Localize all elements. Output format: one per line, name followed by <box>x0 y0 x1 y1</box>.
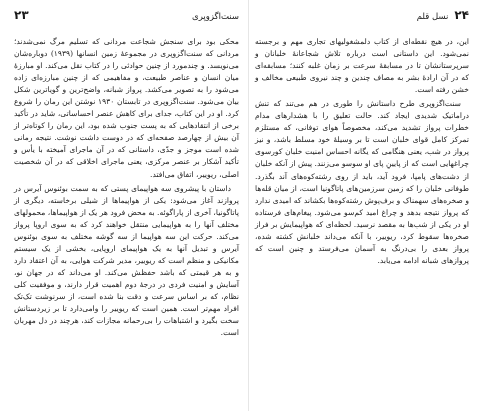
paragraph: سنت‌اگزوپری طرح داستانش را طوری در هم می‌تند که تنش دراماتیک شدیدی ایجاد کند. حالت تعلیق را با هشدارهای مدام خطرات پرواز تشدید می‌کند، مخصوصاً هوای توفانی، که مستلزم تمرکز کامل قوای خلبان است تا بر وسیلهٔ خود مسلط باشد، و نیز پرواز در شب، یعنی هنگامی که یگانه احساس امنیت خلبان کورسوی چراغهایی است که از پایینِ پای او سوسو می‌زنند. پیش از آنکه خلبان از دشت‌های پامپا، فرود آید، باید از روی رشته‌کوه‌های آند بگذرد. طوفانی خلبان را که زمین سرزمین‌های پاتاگونیا است، از میان قله‌ها و صخره‌های سهمناک و برف‌پوش رشته‌کوه‌ها بکشاند که امیدی ندارد که پرواز نتیجه بدهد و چراغ امید کم‌سو می‌شود. پیغام‌های فرستاده او در یکی از شب‌ها به مقصد نرسید. لحظه‌ای که هواپیمایش بر فراز صخره‌ها سقوط کرد، ریوییر، با آنکه می‌داند خلبانش کشته شده، پرواز بعدی را بی‌درنگ به آسمان می‌فرستد و چنین است که پروازهای شبانه ادامه می‌یابد. <box>255 99 469 265</box>
running-head-right <box>255 8 469 26</box>
header-group-right <box>417 8 469 22</box>
paragraph: این، در هیچ نقطه‌ای از کتاب دلمشغولیهای تجاری مهم و برجسته نمی‌شود. این داستانی است درباره تلاش شجاعانهٔ خلبانان و سرپرستانشان تا در مسابقهٔ سرعت بر زمان غلبه کنند؛ مسابقه‌ای که در آن ارادهٔ بشر به مصاف چندین و چند نیروی طبیعی مخالف و خشن رفته است. <box>255 37 469 95</box>
running-title-left: سنت‌اگزوپری <box>192 12 239 22</box>
page-number-left: ۲۳ <box>14 8 29 22</box>
right-page <box>249 0 481 411</box>
page-number-right: ۲۴ <box>454 8 469 22</box>
running-title-right: نسل قلم <box>416 12 449 22</box>
body-text-left <box>14 36 239 339</box>
paragraph: داستان با پیشروی سه هواپیمای پستی که به سمت بوئنوس آیرس در پروازند آغاز می‌شود: یکی از هواپیماها از شیلی برخاسته، دیگری از پاتاگونیا، آخری از پاراگوئه. به محض فرود هر یک از هواپیماها، محمولهای مختلف آنها را به هواپیمایی منتقل خواهند کرد که به سوی اروپا پرواز می‌کند. حرکت این سه هواپیما از سه گوشه مختلف به سوی بوئنوس آیرس و تبدیل آنها به یک هواپیمای اروپایی، بخشی از یک سیستم مکانیکی و منظم است که ریوییر، مدیر شرکت هوایی، به آن اعتقاد دارد و به هر قیمتی که باشد حفظش می‌کند. او می‌داند که در جهان نو، آسایش و امنیت فردی در درجهٔ دوم اهمیت قرار دارند، و موفقیت کلی نظام، که بر اساس سرعت و دقت بنا شده است، از سرنوشت تک‌تک افراد مهم‌تر است. همین است که ریوییر را وامی‌دارد تا بر زیردستانش سخت بگیرد و اشتباهات را بی‌رحمانه مجازات کند، هرچند در دل مهربان است. <box>14 183 239 338</box>
body-text-right <box>255 36 469 267</box>
running-head-left <box>14 8 239 26</box>
paragraph: محکی بود برای سنجش شجاعت مردانی که تسلیم مرگ نمی‌شدند؛ مردانی که سنت‌اگزوپری در مجموعهٔ زمین انسانها (۱۹۳۹) دوباره‌شان می‌نویسد. و چندمورد از چنین حوادثی را در کتاب نقل می‌کند. او مبارزهٔ میان انسان و عناصر طبیعت، و مفاهیمی که از چنین مبارزه‌ای زاده می‌شود را به تصویر می‌کشد. پرواز شبانه، واضح‌ترین و گویاترین شکل بیان می‌شود. سنت‌اگزوپری در تابستان ۱۹۳۰ نوشتن این رمان را شروع کرد. او در این کتاب، جدای برای کاهش عنصر احساساتی، شاید در تأکید برخی از انتقادهایی که به پست جنوب شده بود، این رمان را کوتاه‌تر از آن بیش از چهارصد صفحه‌ای که در دوست داشت نوشت. نتیجه رمانی شده است موجز و جدّی، داستانی که در آن ماجرای آمیخته با یأس و تأکید آشکار بر عنصر مرکزی، یعنی ماجرای اخلاقی که در آن شخصیت اصلی، ریوییر، اتفاق می‌افتد. <box>14 37 240 179</box>
